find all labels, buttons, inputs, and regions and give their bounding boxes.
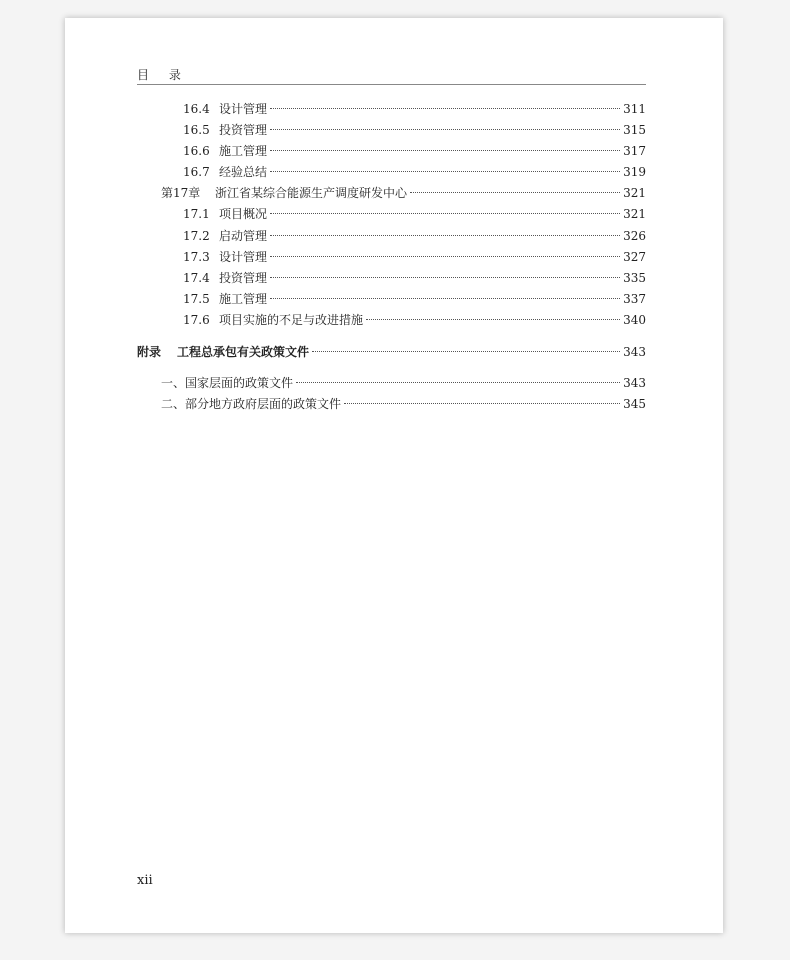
toc-entry[interactable] (183, 270, 646, 286)
page-number: 335 (623, 271, 646, 285)
appendix-label: 附录 (137, 345, 162, 359)
section-title: 施工管理 (219, 292, 268, 306)
page-number: 343 (623, 345, 646, 359)
section-title: 设计管理 (219, 250, 268, 264)
dot-leader (270, 108, 620, 109)
section-number: 17.4 (183, 271, 210, 285)
appendix-item-title: 一、国家层面的政策文件 (161, 376, 294, 390)
dot-leader (296, 382, 620, 383)
chapter-title: 浙江省某综合能源生产调度研发中心 (215, 186, 408, 200)
toc-chapter-entry[interactable] (161, 185, 646, 201)
dot-leader (270, 150, 620, 151)
dot-leader (270, 256, 620, 257)
toc-entry[interactable] (183, 312, 646, 328)
toc-entry[interactable] (183, 122, 646, 138)
page-number: 321 (623, 207, 646, 221)
dot-leader (270, 129, 620, 130)
chapter-number: 第17章 (161, 186, 201, 200)
dot-leader (270, 171, 620, 172)
section-number: 17.1 (183, 207, 210, 221)
toc-appendix-entry[interactable] (137, 344, 646, 360)
section-number: 16.4 (183, 102, 210, 116)
toc-entry[interactable] (183, 291, 646, 307)
dot-leader (344, 403, 620, 404)
section-title: 设计管理 (219, 102, 268, 116)
section-number: 17.5 (183, 292, 210, 306)
dot-leader (270, 235, 620, 236)
book-page (65, 18, 723, 933)
page-number: 321 (623, 186, 646, 200)
page-number: 311 (623, 102, 646, 116)
page-number: 319 (623, 165, 646, 179)
section-number: 16.6 (183, 144, 210, 158)
toc-entry[interactable] (183, 101, 646, 117)
section-number: 17.2 (183, 229, 210, 243)
section-title: 施工管理 (219, 144, 268, 158)
toc-entry[interactable] (183, 164, 646, 180)
section-number: 16.5 (183, 123, 210, 137)
running-header: 目 录 (137, 68, 189, 82)
section-number: 17.6 (183, 313, 210, 327)
section-title: 经验总结 (219, 165, 268, 179)
toc-entry[interactable] (161, 375, 646, 391)
dot-leader (270, 277, 620, 278)
page-number: 337 (623, 292, 646, 306)
toc-entry[interactable] (161, 396, 646, 412)
page-number: 327 (623, 250, 646, 264)
dot-leader (270, 298, 620, 299)
toc-entry[interactable] (183, 143, 646, 159)
page-number: 340 (623, 313, 646, 327)
toc-entry[interactable] (183, 228, 646, 244)
folio-page-number: xii (137, 873, 153, 888)
appendix-item-title: 二、部分地方政府层面的政策文件 (161, 397, 342, 411)
dot-leader (366, 319, 620, 320)
section-title: 项目概况 (219, 207, 268, 221)
section-title: 投资管理 (219, 123, 268, 137)
page-number: 343 (623, 376, 646, 390)
section-title: 投资管理 (219, 271, 268, 285)
section-number: 16.7 (183, 165, 210, 179)
page-number: 315 (623, 123, 646, 137)
dot-leader (312, 351, 620, 352)
page-number: 317 (623, 144, 646, 158)
page-number: 326 (623, 229, 646, 243)
toc-entry[interactable] (183, 249, 646, 265)
dot-leader (410, 192, 620, 193)
toc-entry[interactable] (183, 206, 646, 222)
section-title: 启动管理 (219, 229, 268, 243)
appendix-title: 工程总承包有关政策文件 (177, 345, 310, 359)
section-number: 17.3 (183, 250, 210, 264)
section-title: 项目实施的不足与改进措施 (219, 313, 364, 327)
header-rule (137, 84, 646, 85)
page-number: 345 (623, 397, 646, 411)
dot-leader (270, 213, 620, 214)
